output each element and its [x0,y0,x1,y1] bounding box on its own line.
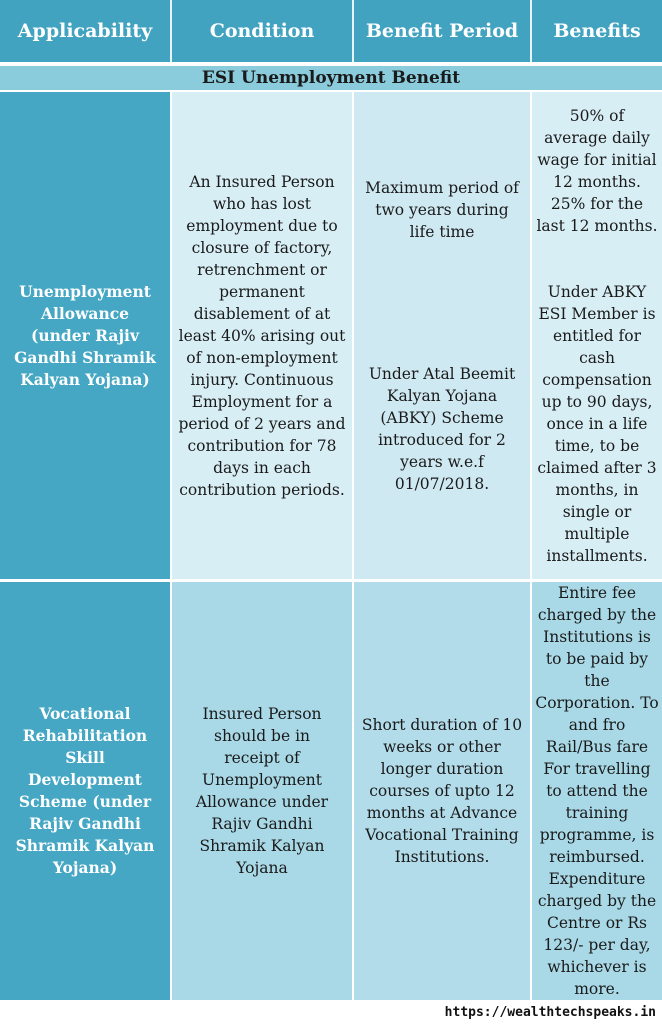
row-1-applicability: Unemployment Allowance (under Rajiv Gandhi Shramik Kalyan Yojana) [0,92,170,579]
header-applicability: Applicability [0,0,170,62]
row-2-applicability: Vocational Rehabilitation Skill Development Scheme (under Rajiv Gandhi Shramik Kalyan Yojana) [0,582,170,1000]
section-title: ESI Unemployment Benefit [0,64,662,92]
row-1-benefits [530,92,662,579]
row-1-period-abky: Under Atal Beemit Kalyan Yojana (ABKY) Scheme introduced for 2 years w.e.f 01/07/2018. [368,364,516,493]
header-condition: Condition [170,0,352,62]
header-benefits: Benefits [530,0,662,62]
header-benefit-period: Benefit Period [352,0,530,62]
row-1-benefit-period [352,92,530,579]
row-2-benefit-period: Short duration of 10 weeks or other longer duration courses of upto 12 months at Advance Vocational Training Institutions. [352,582,530,1000]
row-2-benefits: Entire fee charged by the Institutions is to be paid by the Corporation. To and fro Rail/Bus fare For travelling to attend the training programme, is reimbursed. Expenditure charged by the Centre or Rs 123/- per day, whichever is more. [530,582,662,1000]
row-1-benefits-abky: Under ABKY ESI Member is entitled for cash compensation up to 90 days, once in a life time, to be claimed after 3 months, in single or multiple installments. [537,282,657,565]
source-url: https://wealthtechspeaks.in [444,1005,656,1020]
row-1-condition: An Insured Person who has lost employment due to closure of factory, retrenchment or permanent disablement of at least 40% arising out of non-employment injury. Continuous Employment for a period of 2 years and contribution for 78 days in each contribution periods. [170,92,352,579]
row-1-period-max: Maximum period of two years during life time [365,178,519,241]
row-1-benefits-wage: 50% of average daily wage for initial 12 months. 25% for the last 12 months. [536,106,658,235]
row-2-condition: Insured Person should be in receipt of Unemployment Allowance under Rajiv Gandhi Shramik Kalyan Yojana [170,582,352,1000]
